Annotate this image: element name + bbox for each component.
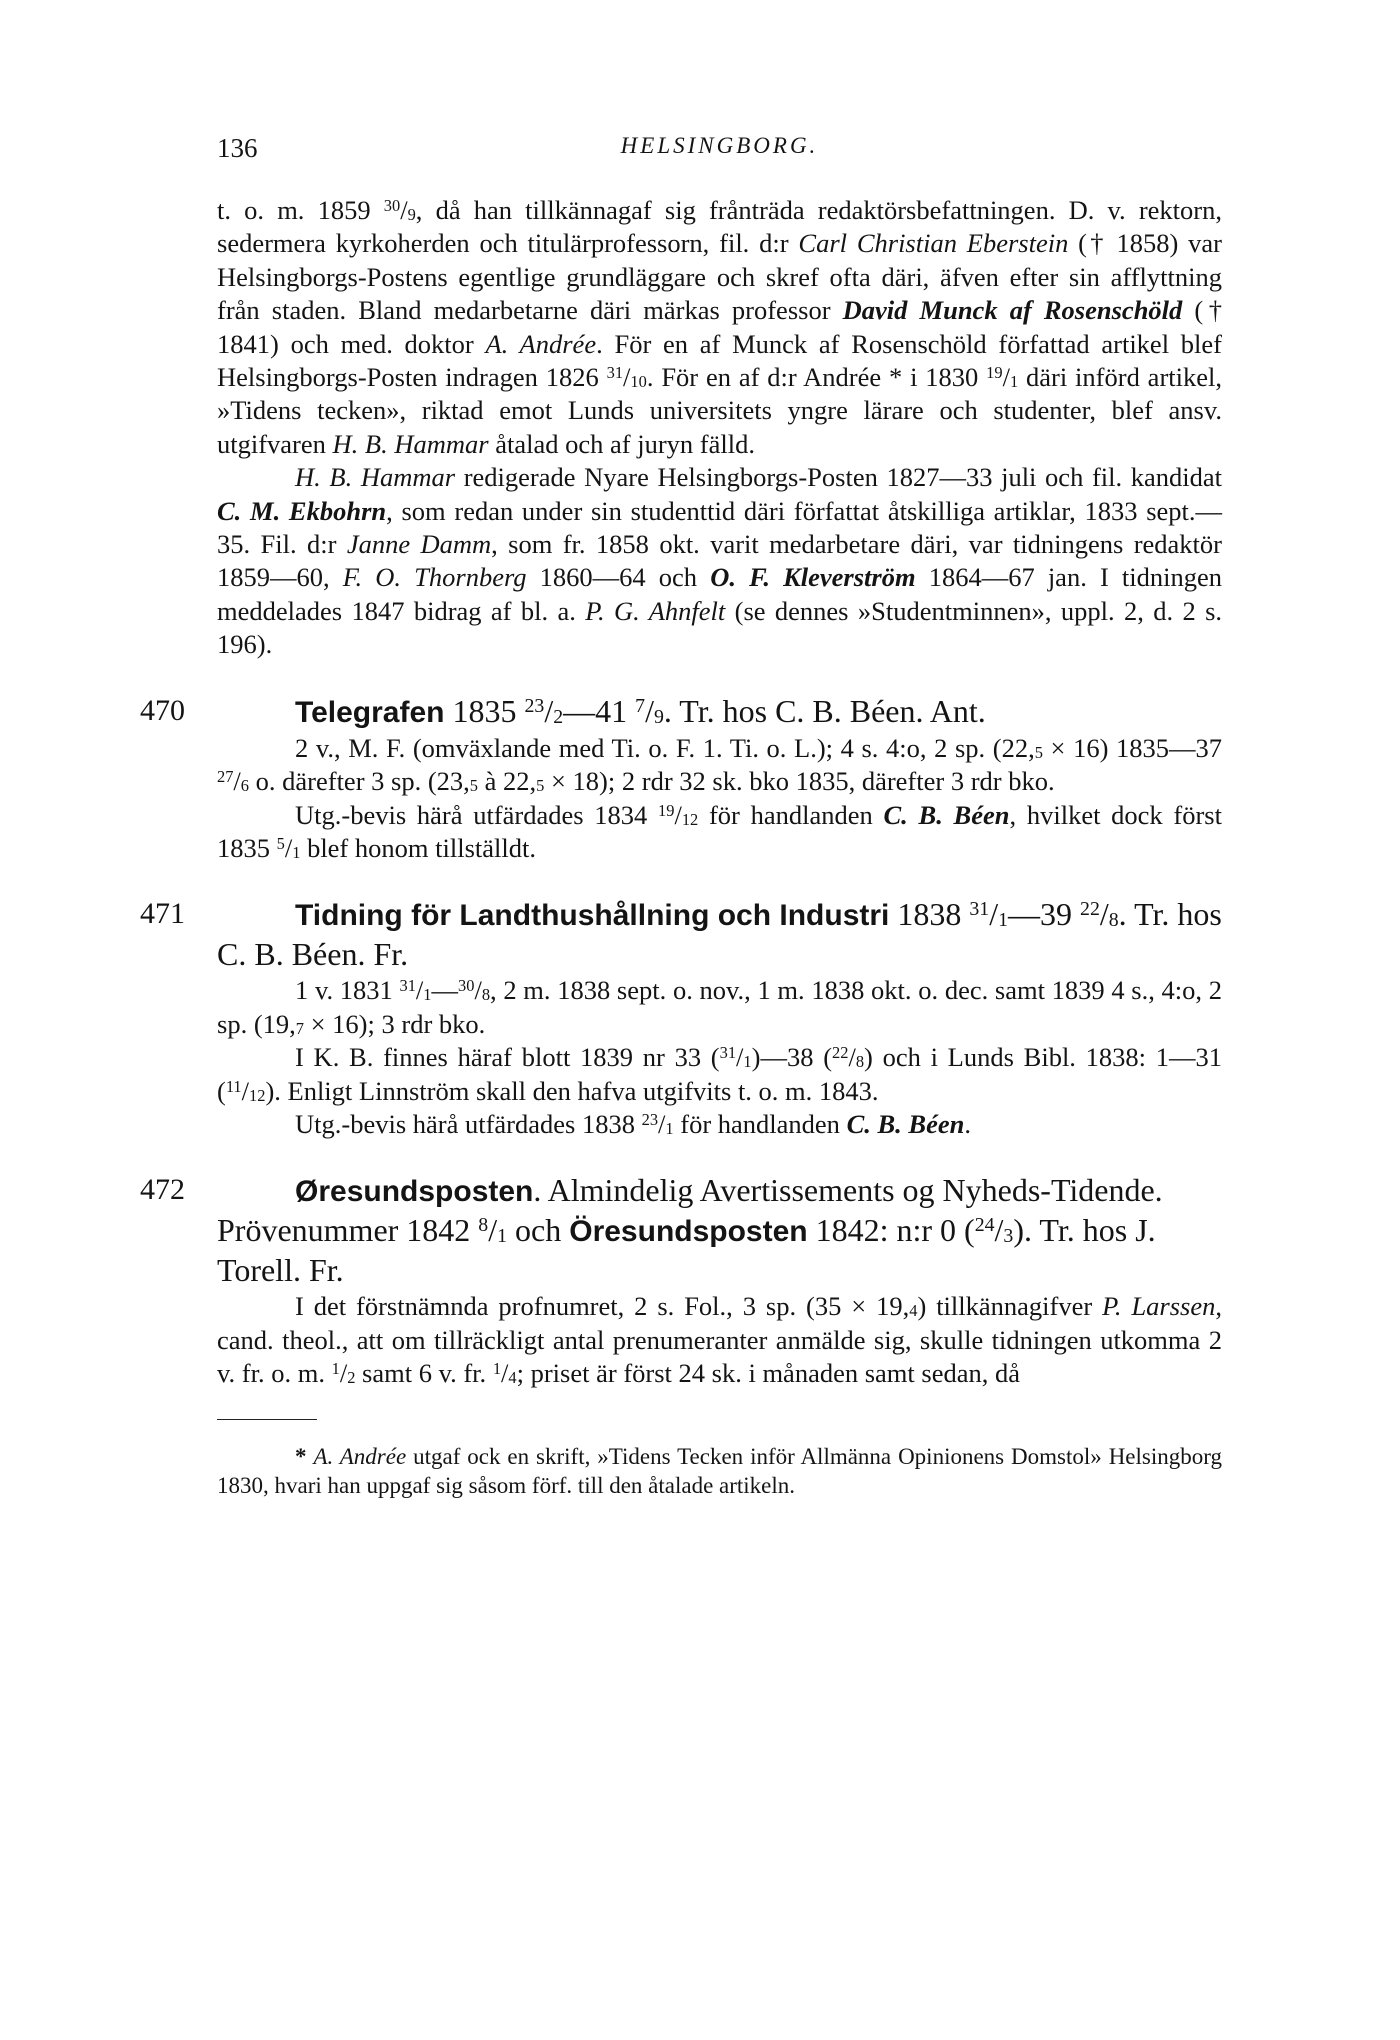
entry-heading: Øresundsposten. Almindelig Avertissements og Nyheds-Tidende. Prövenummer 1842 $^8/_1$ och Öresundsposten 1842: n:r 0 $(^{24}/_3)$. Tr. hos J. Torell. Fr. xyxy=(217,1172,1163,1289)
entry-470 xyxy=(140,692,1222,866)
person-name: H. B. Hammar xyxy=(332,428,489,459)
person-name: C. B. Béen xyxy=(846,1108,965,1139)
continuation-paragraph: H. B. Hammar redigerade Nyare Helsingborgs-Posten 1827—33 juli och fil. kandidat C. M. Ekbohrn, som redan under sin studenttid däri författat åtskilliga artiklar, 1833 sept.—35. Fil. d:r Janne Damm, som fr. 1858 okt. varit medarbetare däri, var tidningens redaktör 1859—60, F. O. Thornberg 1860—64 och O. F. Kleverström 1864—67 jan. I tidningen meddelades 1847 bidrag af bl. a. P. G. Ahnfelt (se dennes »Studentminnen», uppl. 2, d. 2 s. 196). xyxy=(217,462,1223,660)
footnote-divider xyxy=(217,1419,317,1420)
entry-number: 470 xyxy=(140,693,185,727)
person-name: Janne Damm xyxy=(346,529,492,560)
person-name: H. B. Hammar xyxy=(295,462,456,493)
page-number: 136 xyxy=(217,133,258,163)
person-name: O. F. Kleverström xyxy=(710,562,916,593)
entry-paragraph: Utg.-bevis härå utfärdades 1834 $^{19}/_{12}$ för handlanden C. B. Béen, hvilket dock först 1835 $^5/_1$ blef honom tillställdt. xyxy=(217,799,1222,863)
page-body xyxy=(140,194,1223,1500)
running-head: HELSINGBORG. xyxy=(620,133,819,158)
person-name: P. Larssen xyxy=(1102,1291,1216,1322)
person-name: David Munck af Rosenschöld xyxy=(842,295,1183,326)
person-name: A. Andrée xyxy=(485,328,597,359)
footnote-mark: * xyxy=(295,1443,307,1469)
page-header xyxy=(217,133,1222,173)
person-name: F. O. Thornberg xyxy=(342,562,527,593)
person-name: C. M. Ekbohrn xyxy=(217,495,387,526)
entry-paragraph: 1 v. 1831 $^{31}/_1—^{30}/_8$, 2 m. 1838 sept. o. nov., 1 m. 1838 okt. o. dec. samt 1839 4 s., 4:o, 2 sp. $(19,_7 \times 16)$; 3 rdr bko. xyxy=(217,975,1222,1039)
newspaper-title: Öresundsposten xyxy=(569,1215,808,1249)
entry-471 xyxy=(140,895,1223,1141)
newspaper-title: Tidning för Landthushållning och Industri xyxy=(295,899,890,933)
entry-number: 472 xyxy=(140,1173,185,1207)
entry-paragraph: I det förstnämnda profnumret, 2 s. Fol., 3 sp. $(35 \times 19,_4)$ tillkännagifver P. Larssen, cand. theol., att om tillräckligt antal prenumeranter anmälde sig, skulle tidningen utkomma 2 v. fr. o. m. $^1/_2$ samt 6 v. fr. $^1/_4$; priset är först 24 sk. i månaden samt sedan, då xyxy=(217,1291,1223,1389)
entry-number: 471 xyxy=(140,897,185,931)
entry-paragraph: I K. B. finnes häraf blott 1839 nr 33 $(^{31}/_1)—38$ $(^{22}/_8)$ och i Lunds Bibl. 1838: 1—31 $(^{11}/_{12})$. Enligt Linnström skall den hafva utgifvits t. o. m. 1843. xyxy=(217,1042,1223,1106)
footnote-text: * A. Andrée utgaf ock en skrift, »Tidens Tecken inför Allmänna Opinionens Domstol» Helsingborg 1830, hvari han uppgaf sig såsom förf. till den åtalade artikeln. xyxy=(217,1443,1222,1498)
person-name: P. G. Ahnfelt xyxy=(585,595,726,626)
footnote xyxy=(217,1442,1222,1500)
continuation-paragraph: t. o. m. 1859 $^{30}/_9$, då han tillkännagaf sig frånträda redaktörsbefattningen. D. v. rektorn, sedermera kyrkoherden och titulärprofessorn, fil. d:r Carl Christian Eberstein († 1858) var Helsingborgs-Postens egentlige grundläggare och skref ofta däri, äfven efter sin afflyttning från staden. Bland medarbetarne däri märkas professor David Munck af Rosenschöld († 1841) och med. doktor A. Andrée. För en af Munck af Rosenschöld författad artikel blef Helsingborgs-Posten indragen 1826 $^{31}/_{10}$. För en af d:r Andrée * i 1830 $^{19}/_1$ däri införd artikel, »Tidens tecken», riktad emot Lunds universitets yngre lärare och studenter, blef ansv. utgifvaren H. B. Hammar åtalad och af juryn fälld. xyxy=(217,195,1222,459)
person-name: C. B. Béen xyxy=(883,799,1010,830)
person-name: Carl Christian Eberstein xyxy=(798,228,1069,259)
person-name: A. Andrée xyxy=(313,1443,407,1469)
newspaper-title: Øresundsposten xyxy=(295,1175,534,1209)
entry-paragraph: Utg.-bevis härå utfärdades 1838 $^{23}/_1$ för handlanden C. B. Béen. xyxy=(295,1108,971,1139)
entry-heading: Tidning för Landthushållning och Industri 1838 $^{31}/_1—39$ $^{22}/_8$. Tr. hos C. B. Béen. Fr. xyxy=(217,896,1222,973)
entry-paragraph: 2 v., M. F. (omväxlande med Ti. o. F. 1. Ti. o. L.); 4 s. 4:o, 2 sp. $(22,_5 \times 16)$ 1835—37 $^{27}/_6$ o. därefter 3 sp. ($23,_5$ à $22,_5 \times 18$); 2 rdr 32 sk. bko 1835, därefter 3 rdr bko. xyxy=(217,732,1222,797)
entry-heading: Telegrafen 1835 $^{23}/_2—41$ $^7/_9$. Tr. hos C. B. Béen. Ant. xyxy=(295,692,986,729)
newspaper-title: Telegrafen xyxy=(295,695,445,729)
entry-472 xyxy=(140,1171,1223,1390)
